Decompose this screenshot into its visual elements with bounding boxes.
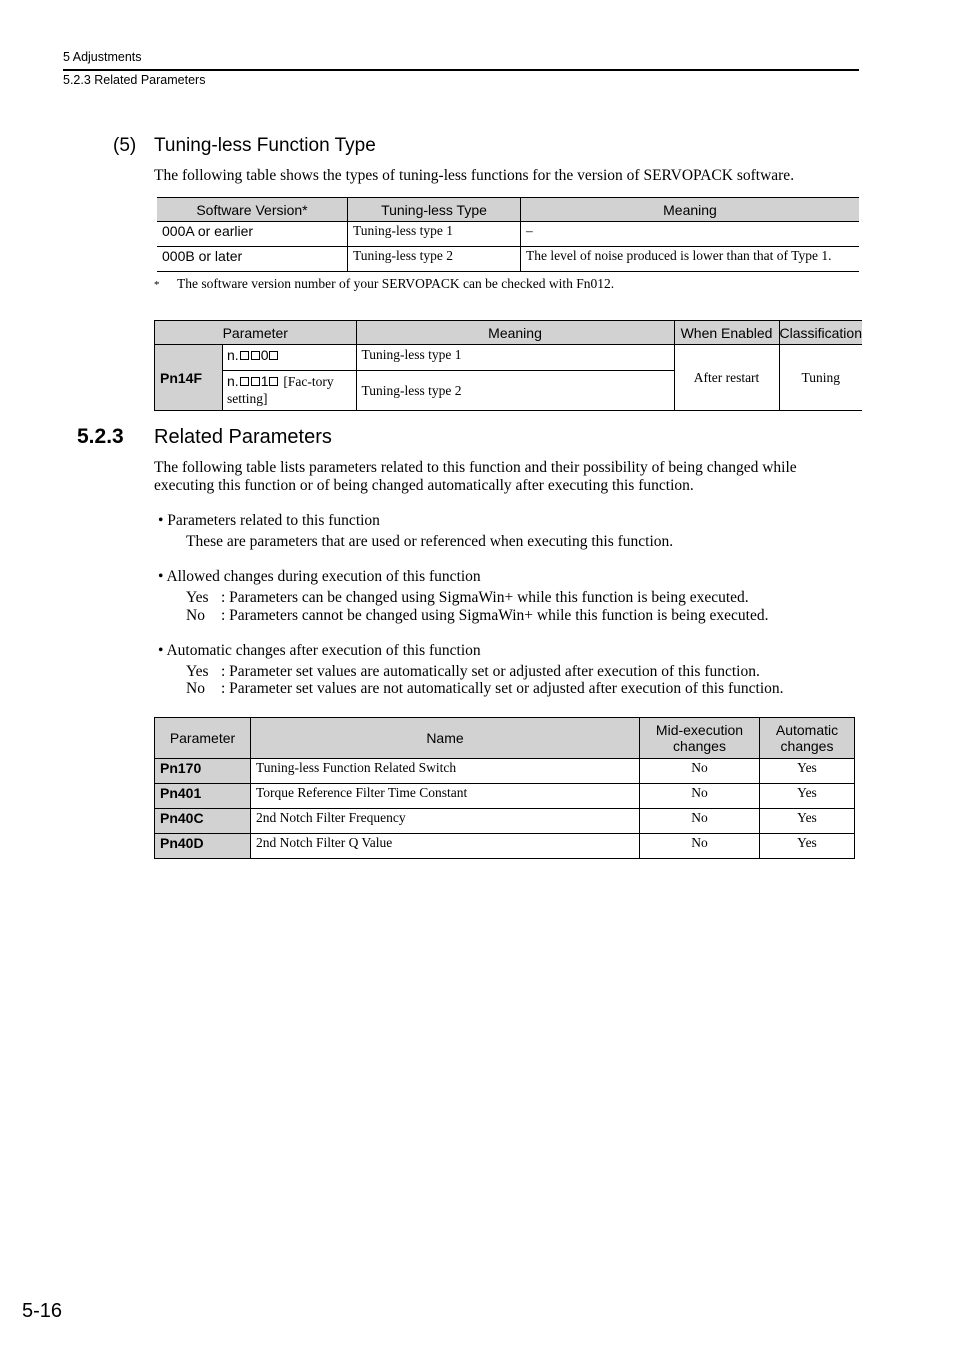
bullet-description: No : Parameters cannot be changed using SigmaWin+ while this function is being executed. [186, 607, 769, 624]
mid-execution-value: No [640, 834, 760, 859]
column-header: Tuning-less Type [348, 198, 521, 222]
table-cell: Tuning-less type 1 [348, 222, 521, 247]
table-row [155, 809, 855, 834]
placeholder-digit-box [269, 351, 278, 360]
parameter-name: Torque Reference Filter Time Constant [251, 784, 640, 809]
subsection-title: Tuning-less Function Type [154, 135, 376, 156]
table-header-row [155, 718, 855, 759]
table-header-row [157, 198, 859, 222]
parameter-name: 2nd Notch Filter Frequency [251, 809, 640, 834]
placeholder-digit-box [240, 377, 249, 386]
mid-execution-value: No [640, 784, 760, 809]
automatic-change-value: Yes [760, 834, 855, 859]
related-parameters-table [154, 717, 855, 859]
placeholder-digit-box [240, 351, 249, 360]
column-header: Name [251, 718, 640, 759]
section-heading [77, 425, 332, 449]
header-rule [63, 69, 859, 71]
section-title: Related Parameters [154, 426, 332, 448]
table-row [157, 247, 859, 272]
parameter-setting-code: n. 0 [223, 345, 357, 371]
software-version-table [157, 197, 859, 272]
placeholder-digit-box [269, 377, 278, 386]
column-header: Classification [779, 321, 862, 345]
subsection-intro: The following table shows the types of tuning-less functions for the version of SERVOPACK software. [154, 167, 795, 184]
column-header: Meaning [356, 321, 674, 345]
parameter-name: Tuning-less Function Related Switch [251, 759, 640, 784]
column-header: Parameter [155, 718, 251, 759]
column-header: Mid-execution changes [640, 718, 760, 759]
table-row [155, 759, 855, 784]
table-row [157, 222, 859, 247]
automatic-change-value: Yes [760, 809, 855, 834]
running-header-section: 5.2.3 Related Parameters [63, 73, 206, 87]
column-header: Automatic changes [760, 718, 855, 759]
parameter-name: 2nd Notch Filter Q Value [251, 834, 640, 859]
table-row [155, 345, 863, 371]
table-cell: Tuning-less type 2 [348, 247, 521, 272]
table-cell: – [521, 222, 860, 247]
subsection-heading [113, 135, 376, 157]
footnote [154, 276, 614, 292]
pn14f-parameter-table [154, 320, 862, 411]
parameter-number: Pn40D [155, 834, 251, 859]
placeholder-digit-box [251, 377, 260, 386]
parameter-number: Pn170 [155, 759, 251, 784]
table-cell: 000A or earlier [157, 222, 348, 247]
running-header-chapter: 5 Adjustments [63, 50, 142, 64]
table-row [155, 784, 855, 809]
automatic-change-value: Yes [760, 759, 855, 784]
parameter-number: Pn401 [155, 784, 251, 809]
section-number: 5.2.3 [77, 425, 124, 448]
parameter-number: Pn40C [155, 809, 251, 834]
footnote-mark: * [154, 279, 160, 291]
bullet-item: • Allowed changes during execution of this function [158, 568, 481, 585]
page-number: 5-16 [22, 1300, 63, 1322]
table-row [155, 834, 855, 859]
footnote-text: The software version number of your SERVOPACK can be checked with Fn012. [177, 276, 615, 291]
bullet-description: Yes : Parameters can be changed using SigmaWin+ while this function is being executed. [186, 589, 749, 606]
bullet-description: Yes : Parameter set values are automatically set or adjusted after execution of this function. [186, 663, 760, 680]
subsection-number: (5) [113, 135, 137, 156]
table-cell: 000B or later [157, 247, 348, 272]
automatic-change-value: Yes [760, 784, 855, 809]
table-header-row [155, 321, 863, 345]
column-header: Software Version* [157, 198, 348, 222]
factory-setting-note: [Fac-tory setting] [227, 374, 334, 406]
when-enabled-value: After restart [674, 345, 779, 411]
classification-value: Tuning [779, 345, 862, 411]
bullet-description: These are parameters that are used or referenced when executing this function. [186, 533, 674, 550]
table-cell: Tuning-less type 1 [356, 345, 674, 371]
parameter-number: Pn14F [155, 345, 223, 411]
bullet-item: • Parameters related to this function [158, 512, 380, 529]
bullet-item: • Automatic changes after execution of this function [158, 642, 481, 659]
parameter-setting-code: n. 1 [Fac-tory setting] [223, 371, 357, 411]
column-header: Meaning [521, 198, 860, 222]
mid-execution-value: No [640, 759, 760, 784]
table-cell: The level of noise produced is lower than that of Type 1. [521, 247, 860, 272]
placeholder-digit-box [251, 351, 260, 360]
bullet-description: No : Parameter set values are not automatically set or adjusted after execution of this function. [186, 680, 784, 697]
table-cell: Tuning-less type 2 [356, 371, 674, 411]
section-intro: The following table lists parameters related to this function and their possibility of being changed while executing this function or of being changed automatically after executing this function. [154, 459, 797, 494]
mid-execution-value: No [640, 809, 760, 834]
column-header: Parameter [155, 321, 357, 345]
column-header: When Enabled [674, 321, 779, 345]
